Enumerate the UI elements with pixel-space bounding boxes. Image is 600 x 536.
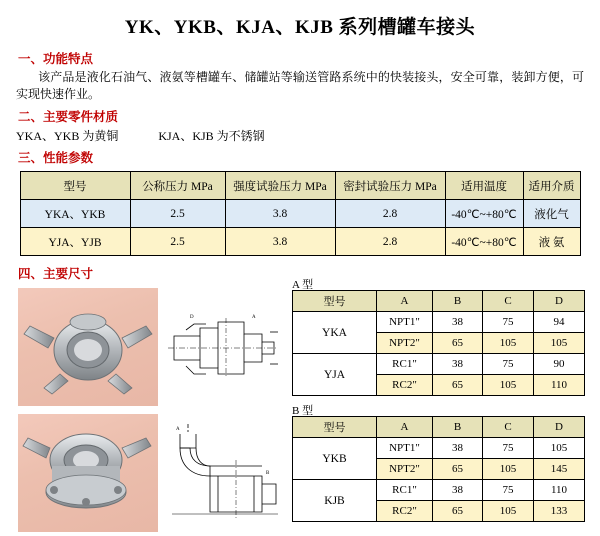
cell-nominal-pressure: 2.5 bbox=[130, 200, 225, 228]
col-header-nominal-pressure: 公称压力 MPa bbox=[130, 172, 225, 200]
cell-d: 90 bbox=[534, 354, 585, 375]
cell-model: YJA、YJB bbox=[20, 228, 130, 256]
cell-c: 105 bbox=[483, 459, 534, 480]
cell-medium: 液 氨 bbox=[523, 228, 580, 256]
cell-seal-pressure: 2.8 bbox=[335, 200, 445, 228]
cell-model: KJB bbox=[293, 480, 377, 522]
dimension-row-a bbox=[0, 279, 600, 410]
cell-b: 65 bbox=[433, 375, 483, 396]
cell-d: 105 bbox=[534, 333, 585, 354]
product-photo-b bbox=[18, 414, 158, 532]
col-header-temperature: 适用温度 bbox=[445, 172, 523, 200]
col-header-seal-pressure: 密封试验压力 MPa bbox=[335, 172, 445, 200]
cell-temperature: -40℃~+80℃ bbox=[445, 200, 523, 228]
dimension-row-b bbox=[0, 405, 600, 536]
cell-a: NPT2" bbox=[377, 459, 433, 480]
dimensions-area bbox=[0, 279, 600, 536]
cell-a: RC1" bbox=[377, 480, 433, 501]
cell-a: RC1" bbox=[377, 354, 433, 375]
cell-b: 38 bbox=[433, 438, 483, 459]
cell-c: 75 bbox=[483, 438, 534, 459]
col-header-d: D bbox=[534, 291, 585, 312]
material-right: KJA、KJB 为不锈钢 bbox=[158, 129, 265, 143]
col-header-c: C bbox=[483, 417, 534, 438]
cell-d: 105 bbox=[534, 438, 585, 459]
cell-b: 38 bbox=[433, 354, 483, 375]
col-header-b: B bbox=[433, 417, 483, 438]
cell-c: 75 bbox=[483, 312, 534, 333]
dimension-table-a bbox=[292, 290, 585, 396]
technical-drawing-a bbox=[166, 288, 284, 406]
table-row bbox=[293, 312, 585, 333]
cell-a: RC2" bbox=[377, 375, 433, 396]
svg-text:B: B bbox=[266, 471, 270, 476]
table-row bbox=[293, 438, 585, 459]
cell-model: YKA bbox=[293, 312, 377, 354]
page-title: YK、YKB、KJA、KJB 系列槽罐车接头 bbox=[124, 17, 476, 38]
cell-nominal-pressure: 2.5 bbox=[130, 228, 225, 256]
performance-table bbox=[20, 171, 581, 256]
table-row bbox=[20, 228, 580, 256]
cell-c: 75 bbox=[483, 480, 534, 501]
svg-text:D: D bbox=[190, 315, 194, 320]
product-photo-a bbox=[18, 288, 158, 406]
technical-drawing-b bbox=[166, 414, 284, 532]
col-header-model: 型号 bbox=[293, 291, 377, 312]
col-header-a: A bbox=[377, 417, 433, 438]
cell-c: 75 bbox=[483, 354, 534, 375]
section-heading-material: 二、主要零件材质 bbox=[18, 110, 119, 124]
cell-b: 38 bbox=[433, 480, 483, 501]
cell-strength-pressure: 3.8 bbox=[225, 228, 335, 256]
col-header-b: B bbox=[433, 291, 483, 312]
cell-c: 105 bbox=[483, 501, 534, 522]
cell-a: NPT2" bbox=[377, 333, 433, 354]
svg-text:A: A bbox=[176, 427, 180, 432]
col-header-model: 型号 bbox=[293, 417, 377, 438]
cell-model: YKA、YKB bbox=[20, 200, 130, 228]
cell-d: 145 bbox=[534, 459, 585, 480]
cell-c: 105 bbox=[483, 375, 534, 396]
cell-b: 65 bbox=[433, 333, 483, 354]
cell-model: YJA bbox=[293, 354, 377, 396]
cell-model: YKB bbox=[293, 438, 377, 480]
cell-seal-pressure: 2.8 bbox=[335, 228, 445, 256]
features-paragraph: 该产品是液化石油气、液氨等槽罐车、储罐站等输送管路系统中的快装接头，安全可靠，装卸方便，可实现快速作业。 bbox=[16, 70, 584, 101]
col-header-model: 型号 bbox=[20, 172, 130, 200]
dimension-table-b bbox=[292, 416, 585, 522]
table-row bbox=[293, 480, 585, 501]
cell-temperature: -40℃~+80℃ bbox=[445, 228, 523, 256]
cell-d: 110 bbox=[534, 375, 585, 396]
col-header-medium: 适用介质 bbox=[523, 172, 580, 200]
cell-b: 38 bbox=[433, 312, 483, 333]
cell-a: RC2" bbox=[377, 501, 433, 522]
cell-c: 105 bbox=[483, 333, 534, 354]
col-header-strength-pressure: 强度试验压力 MPa bbox=[225, 172, 335, 200]
svg-text:A: A bbox=[252, 315, 256, 320]
table-row bbox=[20, 200, 580, 228]
col-header-a: A bbox=[377, 291, 433, 312]
section-heading-features: 一、功能特点 bbox=[18, 52, 94, 66]
type-label-a: A 型 bbox=[292, 279, 314, 291]
type-label-b: B 型 bbox=[292, 405, 314, 417]
material-line bbox=[16, 127, 600, 144]
cell-d: 94 bbox=[534, 312, 585, 333]
section-heading-performance: 三、性能参数 bbox=[18, 151, 94, 165]
cell-d: 110 bbox=[534, 480, 585, 501]
cell-b: 65 bbox=[433, 459, 483, 480]
table-header-row bbox=[293, 417, 585, 438]
cell-a: NPT1" bbox=[377, 438, 433, 459]
cell-medium: 液化气 bbox=[523, 200, 580, 228]
cell-strength-pressure: 3.8 bbox=[225, 200, 335, 228]
cell-d: 133 bbox=[534, 501, 585, 522]
table-header-row bbox=[20, 172, 580, 200]
col-header-d: D bbox=[534, 417, 585, 438]
col-header-c: C bbox=[483, 291, 534, 312]
features-text bbox=[16, 69, 584, 103]
section-heading-dimensions: 四、主要尺寸 bbox=[18, 267, 94, 281]
table-header-row bbox=[293, 291, 585, 312]
material-left: YKA、YKB 为黄铜 bbox=[16, 129, 119, 143]
cell-a: NPT1" bbox=[377, 312, 433, 333]
cell-b: 65 bbox=[433, 501, 483, 522]
table-row bbox=[293, 354, 585, 375]
